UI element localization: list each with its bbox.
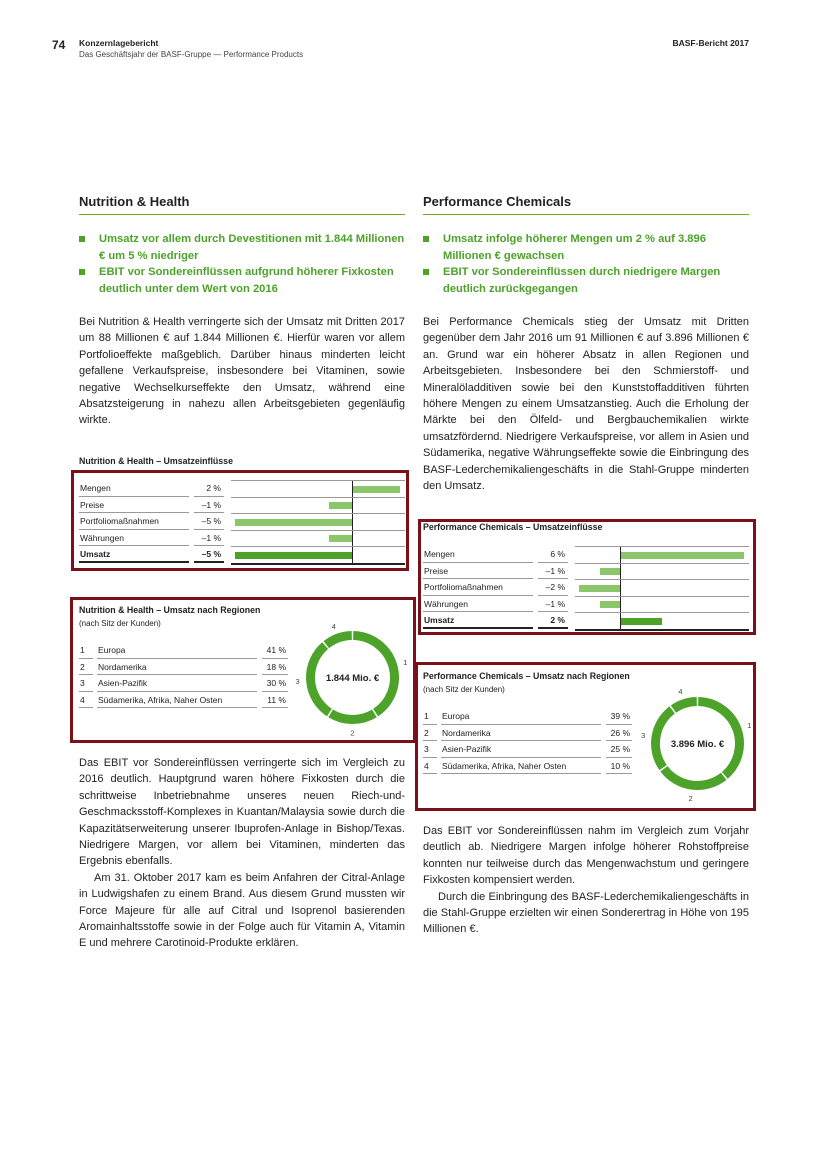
region-row-name: Europa xyxy=(97,642,257,659)
region-row-value: 25 % xyxy=(606,741,632,758)
right-bullets xyxy=(423,231,749,297)
sales-row xyxy=(79,497,405,514)
right-paragraph-3: Durch die Einbringung des BASF-Lederchemikaliengeschäfts in die Stahl-Gruppe erzielten wir einen Sonderertrag in Höhe von 195 Millionen €. xyxy=(423,890,749,936)
region-row-value: 39 % xyxy=(606,708,632,725)
sales-row-label: Währungen xyxy=(79,530,189,547)
left-region-donut xyxy=(290,615,415,740)
left-sales-caption: Nutrition & Health – Umsatzeinflüsse xyxy=(79,456,233,466)
region-row-name: Asien-Pazifik xyxy=(441,741,601,758)
region-row-value: 30 % xyxy=(262,675,288,692)
region-row-value: 10 % xyxy=(606,758,632,775)
sales-row xyxy=(79,530,405,547)
region-row xyxy=(423,758,633,775)
sales-row-value: 6 % xyxy=(538,546,568,563)
region-row xyxy=(423,725,633,742)
region-row-name: Südamerika, Afrika, Naher Osten xyxy=(97,692,257,709)
left-bullet: Umsatz vor allem durch Devestitionen mit 1.844 Millionen € um 5 % niedriger xyxy=(79,231,405,264)
region-row-name: Nordamerika xyxy=(441,725,601,742)
right-bullet: Umsatz infolge höherer Mengen um 2 % auf 3.896 Millionen € gewachsen xyxy=(423,231,749,264)
left-region-caption: Nutrition & Health – Umsatz nach Regionen xyxy=(79,605,261,615)
sales-row xyxy=(423,596,749,613)
region-row xyxy=(423,708,633,725)
sales-row-label: Preise xyxy=(79,497,189,514)
donut-center-total: 3.896 Mio. € xyxy=(670,739,725,750)
right-region-caption: Performance Chemicals – Umsatz nach Regionen xyxy=(423,671,630,681)
right-region-donut xyxy=(635,681,760,806)
sales-row xyxy=(79,480,405,497)
left-bullets xyxy=(79,231,405,297)
right-region-subcaption: (nach Sitz der Kunden) xyxy=(423,685,505,694)
sales-row-label: Portfoliomaßnahmen xyxy=(79,513,189,530)
sales-row-label: Portfoliomaßnahmen xyxy=(423,579,533,596)
region-row xyxy=(79,642,289,659)
sales-row-value: –2 % xyxy=(538,579,568,596)
sales-row-label: Preise xyxy=(423,563,533,580)
right-region-table xyxy=(423,708,633,778)
sales-row-label: Währungen xyxy=(423,596,533,613)
region-row xyxy=(79,692,289,709)
region-row xyxy=(423,741,633,758)
region-row xyxy=(79,659,289,676)
sales-row-label: Mengen xyxy=(423,546,533,563)
region-row-number: 3 xyxy=(423,741,437,758)
left-paragraph-2: Das EBIT vor Sondereinflüssen verringerte sich im Vergleich zu 2016 deutlich. Hauptgrund waren höhere Fixkosten durch die schrittweise Inbetriebnahme unseres neuen Riech-und-Geschmacksstoff-Komplexes in Kuantan/Malaysia sowie durch die Kapazitätserweiterung unserer Ibuprofen-Anlage in Bishop/Texas. Niedrigere Margen, vor allem bei Vitaminen, minderten das Ergebnis ebenfalls. xyxy=(79,757,405,868)
sales-row xyxy=(79,513,405,530)
left-column xyxy=(79,194,405,429)
donut-segment-label: 4 xyxy=(678,687,683,697)
donut-segment xyxy=(331,713,375,719)
region-row-value: 41 % xyxy=(262,642,288,659)
region-row-number: 3 xyxy=(79,675,93,692)
left-region-subcaption: (nach Sitz der Kunden) xyxy=(79,619,161,628)
right-column-lower xyxy=(423,823,749,938)
left-paragraph-1: Bei Nutrition & Health verringerte sich der Umsatz mit Dritten 2017 um 88 Millionen € auf 1.844 Millionen €. Hierfür waren vor allem Portfolioeffekte maßgeblich. Darüber hinaus minderten leicht gefallene Verkaufspreise, insbesondere bei Vitaminen, sowie negative Wechselkurseffekte den Umsatz, während eine Absatzsteigerung in nahezu allen Arbeitsgebieten gegenläufig wirkte. xyxy=(79,316,405,427)
sales-row-label: Umsatz xyxy=(79,546,189,563)
sales-row-value: 2 % xyxy=(194,480,224,497)
sales-row-label: Umsatz xyxy=(423,612,533,629)
region-row-value: 11 % xyxy=(262,692,288,709)
donut-segment xyxy=(664,769,724,786)
right-sales-table xyxy=(423,546,749,632)
sales-row-value: –5 % xyxy=(194,546,224,563)
region-row-number: 4 xyxy=(79,692,93,709)
sales-row-value: –5 % xyxy=(194,513,224,530)
right-bullet: EBIT vor Sondereinflüssen durch niedrigere Margen deutlich zurückgegangen xyxy=(423,264,749,297)
donut-center-total: 1.844 Mio. € xyxy=(325,673,380,684)
region-row-number: 2 xyxy=(423,725,437,742)
donut-segment xyxy=(673,702,696,710)
sales-row xyxy=(423,563,749,580)
sales-gridline xyxy=(231,563,405,565)
donut-segment-label: 4 xyxy=(331,621,336,631)
sales-row-value: –1 % xyxy=(194,497,224,514)
region-row xyxy=(79,675,289,692)
region-row-name: Südamerika, Afrika, Naher Osten xyxy=(441,758,601,775)
left-section-title: Nutrition & Health xyxy=(79,194,405,215)
donut-segment-label: 2 xyxy=(350,728,355,738)
donut-segment-label: 1 xyxy=(747,720,752,730)
left-region-table xyxy=(79,642,289,712)
donut-segment xyxy=(656,710,673,768)
sales-row xyxy=(423,612,749,629)
sales-row xyxy=(79,546,405,563)
left-bullet: EBIT vor Sondereinflüssen aufgrund höherer Fixkosten deutlich unter dem Wert von 2016 xyxy=(79,264,405,297)
region-row-number: 1 xyxy=(79,642,93,659)
page-number: 74 xyxy=(52,38,66,52)
left-sales-table xyxy=(79,480,405,566)
region-row-value: 18 % xyxy=(262,659,288,676)
header-section: Konzernlagebericht xyxy=(79,38,159,48)
header-subsection: Das Geschäftsjahr der BASF-Gruppe — Performance Products xyxy=(79,50,304,59)
left-paragraph-3: Am 31. Oktober 2017 kam es beim Anfahren der Citral-Anlage in Ludwigshafen zu einem Brand. Aus diesem Grund mussten wir Force Majeure für alle auf Citral und Isoprenol basierenden Aromainhaltsstoffe sowie in der Folge auch für Vitamin A, Vitamin E und mehrere Carotinoid-Produkte erklären. xyxy=(79,871,405,950)
right-column xyxy=(423,194,749,494)
donut-segment-label: 3 xyxy=(641,730,646,740)
region-row-number: 1 xyxy=(423,708,437,725)
right-sales-caption: Performance Chemicals – Umsatzeinflüsse xyxy=(423,522,603,532)
sales-row-value: 2 % xyxy=(538,612,568,629)
right-section-title: Performance Chemicals xyxy=(423,194,749,215)
region-row-name: Nordamerika xyxy=(97,659,257,676)
sales-row-value: –1 % xyxy=(538,563,568,580)
right-paragraph-1: Bei Performance Chemicals stieg der Umsatz mit Dritten gegenüber dem Jahr 2016 um 91 Millionen € auf 3.896 Millionen € an. Grund war ein höherer Absatz in allen Regionen und Arbeitsgebieten. Insbesondere bei den Schmierstoff- und Mineralöladditiven sowie bei den Kunststoffadditiven führten höhere Mengen zu einem Umsatzanstieg. Auch die Erholung der Märkte bei den Ölfeld- und Bergbauchemikalien wirkte umsatzfördernd. Niedrigere Verkaufspreise, vor allem in Asien und Südamerika, negative Währungseffekte sowie die Einbringung des BASF-Lederchemikaliengeschäfts in die Stahl-Gruppe minderten den Umsatz. xyxy=(423,316,749,493)
sales-row xyxy=(423,579,749,596)
left-column-lower xyxy=(79,755,405,952)
donut-segment-label: 2 xyxy=(688,794,693,804)
sales-row-value: –1 % xyxy=(194,530,224,547)
region-row-name: Europa xyxy=(441,708,601,725)
region-row-number: 2 xyxy=(79,659,93,676)
sales-row xyxy=(423,546,749,563)
right-paragraph-2: Das EBIT vor Sondereinflüssen nahm im Vergleich zum Vorjahr deutlich ab. Niedrigere Margen infolge höherer Rohstoffpreise konnten nur teilweise durch das Mengenwachstum und geringere Fixkosten kompensiert werden. xyxy=(423,825,749,887)
sales-gridline xyxy=(575,629,749,631)
donut-segment-label: 1 xyxy=(403,658,408,668)
donut-segment xyxy=(326,636,351,645)
header-report: BASF-Bericht 2017 xyxy=(672,38,749,48)
donut-segment-label: 3 xyxy=(295,676,300,686)
sales-row-label: Mengen xyxy=(79,480,189,497)
sales-row-value: –1 % xyxy=(538,596,568,613)
region-row-name: Asien-Pazifik xyxy=(97,675,257,692)
region-row-number: 4 xyxy=(423,758,437,775)
region-row-value: 26 % xyxy=(606,725,632,742)
